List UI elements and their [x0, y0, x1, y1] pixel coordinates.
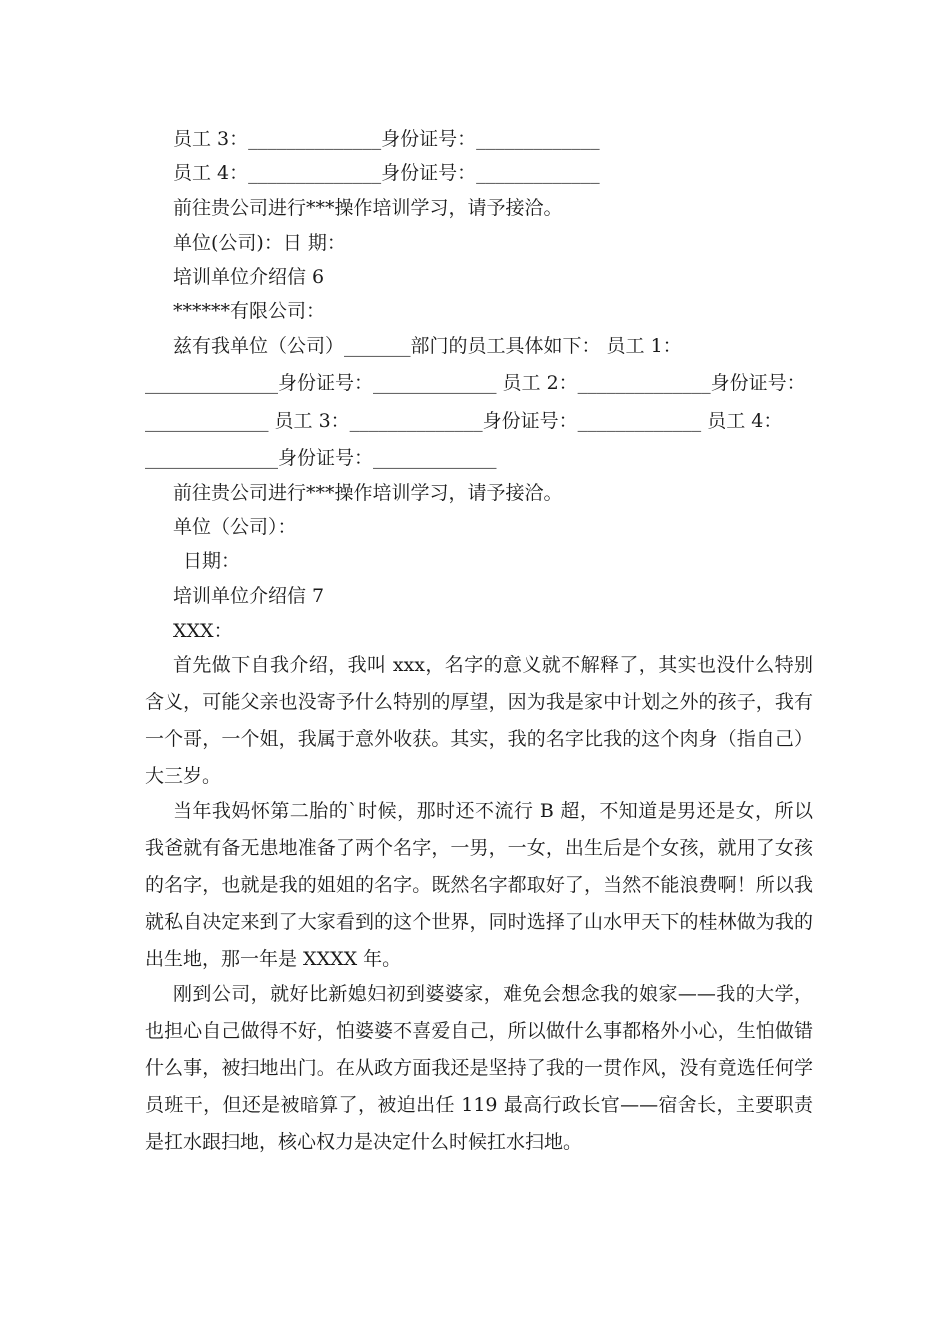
letter-7-title: 培训单位介绍信 7 — [173, 585, 325, 607]
employee-4-line: 员工 4：______________身份证号：_____________ — [173, 162, 600, 184]
employee-row-3: ______________身份证号：_____________ — [145, 447, 497, 469]
unit-line: 单位（公司）： — [173, 516, 297, 538]
paragraph-company: 刚到公司，就好比新媳妇初到婆婆家，难免会想念我的娘家——我的大学，也担心自己做得不好，怕婆婆不喜爱自己，所以做什么事都格外小心，生怕做错什么事，被扫地出门。在从政方面我还是坚持了我的一贯作风，没有竟选任何学员班干，但还是被暗算了，被迫出任 119 最高行政长官——宿舍长，主要职责是扛水跟扫地，核心权力是决定什么时候扛水扫地。 — [145, 983, 813, 1153]
paragraph-birth-story: 当年我妈怀第二胎的`时候，那时还不流行 B 超，不知道是男还是女，所以我爸就有备无患地准备了两个名字，一男，一女，出生后是个女孩，就用了女孩的名字，也就是我的姐姐的名字。既然名字都取好了，当然不能浪费啊！所以我就私自决定来到了大家看到的这个世界，同时选择了山水甲天下的桂林做为我的出生地，那一年是 XXXX 年。 — [145, 800, 813, 970]
request-line: 前往贵公司进行***操作培训学习，请予接洽。 — [173, 197, 563, 219]
unit-date-line: 单位(公司)：日 期： — [173, 232, 346, 254]
addressee-line: XXX： — [173, 620, 233, 642]
employee-row-1: ______________身份证号：_____________ 员工 2：______________身份证号： — [145, 372, 806, 394]
letter-6-title: 培训单位介绍信 6 — [173, 266, 325, 288]
request-line-2: 前往贵公司进行***操作培训学习，请予接洽。 — [173, 482, 563, 504]
department-intro-line: 兹有我单位（公司）_______部门的员工具体如下： 员工 1： — [173, 335, 682, 357]
employee-3-line: 员工 3：______________身份证号：_____________ — [173, 128, 600, 150]
employee-row-2: _____________ 员工 3：______________身份证号：_____________ 员工 4： — [145, 410, 783, 432]
date-line: 日期： — [183, 550, 241, 572]
paragraph-self-intro: 首先做下自我介绍，我叫 xxx，名字的意义就不解释了，其实也没什么特别含义，可能父亲也没寄予什么特别的厚望，因为我是家中计划之外的孩子，我有一个哥，一个姐，我属于意外收获。其实，我的名字比我的这个肉身（指自己）大三岁。 — [145, 654, 813, 787]
company-salutation: ******有限公司： — [173, 300, 326, 322]
